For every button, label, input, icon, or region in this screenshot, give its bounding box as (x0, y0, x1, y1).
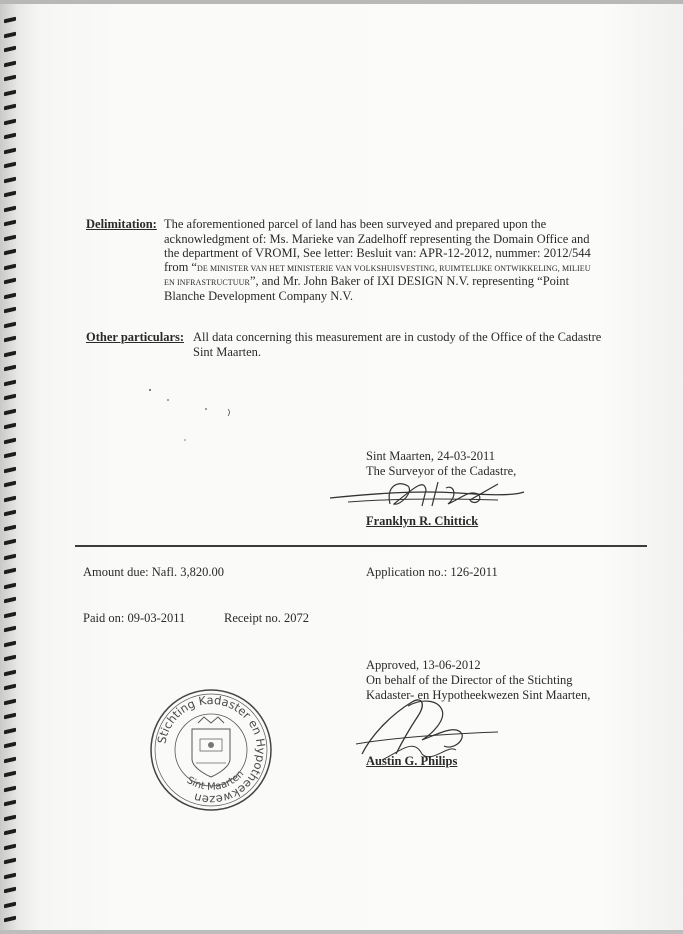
application-no: Application no.: 126-2011 (366, 565, 498, 579)
binding-hole (4, 292, 16, 299)
binding-hole (4, 742, 16, 749)
binding-hole (4, 17, 16, 24)
binding-hole (4, 611, 16, 618)
binding-hole (4, 640, 16, 647)
binding-hole (4, 307, 16, 314)
other-line-2: Sint Maarten. (193, 344, 262, 359)
surveyor-signature (328, 476, 528, 516)
official-stamp (148, 687, 274, 813)
binding-hole (4, 582, 16, 589)
binding-hole (4, 191, 16, 198)
binding-hole (4, 698, 16, 705)
binding-hole (4, 597, 16, 604)
binding-hole (4, 104, 16, 111)
receipt-no: Receipt no. 2072 (224, 611, 310, 625)
delimitation-label: Delimitation: (86, 217, 157, 231)
page-bottom-edge (0, 930, 683, 934)
approval-on-behalf: On behalf of the Director of the Stichting (366, 673, 573, 687)
binding-hole (4, 379, 16, 386)
binding-hole (4, 133, 16, 140)
binding-hole (4, 814, 16, 821)
binding-hole (4, 466, 16, 473)
binding-hole (4, 727, 16, 734)
binding-hole (4, 31, 16, 38)
approval-organization: Kadaster- en Hypotheekwezen Sint Maarten, (366, 688, 591, 702)
binding-hole (4, 655, 16, 662)
binding-hole (4, 60, 16, 67)
scan-specks (140, 384, 250, 444)
binding-hole (4, 510, 16, 517)
binding-hole (4, 843, 16, 850)
delimitation-text (164, 217, 644, 261)
svg-text:Sint Maarten: Sint Maarten (184, 768, 247, 793)
binding-hole (4, 162, 16, 169)
binding-hole (4, 539, 16, 546)
binding-hole (4, 350, 16, 357)
delimitation-line-1: The aforementioned parcel of land has been surveyed and prepared upon the (164, 217, 547, 231)
surveyor-title: The Surveyor of the Cadastre, (366, 464, 517, 478)
binding-hole (4, 872, 16, 879)
binding-hole (4, 394, 16, 401)
approval-date: Approved, 13-06-2012 (366, 658, 481, 672)
line5-rest: ”, and Mr. John Baker of IXI DESIGN N.V. representing “Point (249, 274, 570, 288)
binding-hole (4, 336, 16, 343)
binding-hole (4, 887, 16, 894)
binding-hole (4, 771, 16, 778)
binding-hole (4, 756, 16, 763)
director-name: Austin G. Philips (366, 754, 458, 768)
binding-hole (4, 75, 16, 82)
binding-hole (4, 423, 16, 430)
surveyor-place-date: Sint Maarten, 24-03-2011 (366, 449, 496, 463)
other-line-1: All data concerning this measurement are in custody of the Office of the Cadastre (193, 330, 602, 344)
binding-hole (4, 89, 16, 96)
binding-hole (4, 901, 16, 908)
binding-hole (4, 249, 16, 256)
delimitation-line-3: the department of VROMI, See letter: Besluit van: APR-12-2012, nummer: 2012/544 (164, 246, 591, 260)
document-page (0, 4, 683, 930)
binding-hole (4, 916, 16, 923)
binding-hole (4, 220, 16, 227)
binding-hole (4, 669, 16, 676)
binding-hole (4, 46, 16, 53)
binding-hole (4, 147, 16, 154)
binding-hole (4, 437, 16, 444)
other-particulars-text (193, 330, 653, 359)
binding-hole (4, 829, 16, 836)
surveyor-name: Franklyn R. Chittick (366, 514, 479, 528)
delimitation-line-6: Blanche Development Company N.V. (164, 289, 353, 303)
binding-hole (4, 321, 16, 328)
binding-hole (4, 205, 16, 212)
binding-hole (4, 263, 16, 270)
binding-hole (4, 452, 16, 459)
section-divider (75, 545, 647, 547)
binding-hole (4, 568, 16, 575)
binding-hole (4, 524, 16, 531)
binding-hole (4, 785, 16, 792)
binding-hole (4, 481, 16, 488)
binding-hole (4, 176, 16, 183)
binding-hole (4, 495, 16, 502)
binding-hole (4, 626, 16, 633)
binding-hole (4, 800, 16, 807)
infrastructuur-smallcaps: EN INFRASTRUCTUUR (164, 278, 250, 287)
amount-due: Amount due: Nafl. 3,820.00 (83, 565, 224, 579)
delimitation-line-2: acknowledgment of: Ms. Marieke van Zadelhoff representing the Domain Office and (164, 231, 590, 246)
paid-on: Paid on: 09-03-2011 (83, 611, 186, 625)
binding-hole (4, 553, 16, 560)
minister-smallcaps: DE MINISTER VAN HET MINISTERIE VAN VOLKSHUISVESTING, RUIMTELIJKE ONTWIKKELING, MILIEU (196, 264, 591, 273)
binding-hole (4, 118, 16, 125)
binding-hole (4, 408, 16, 415)
binding-hole (4, 713, 16, 720)
spiral-binding (0, 4, 30, 930)
other-particulars-label: Other particulars: (86, 330, 185, 344)
binding-hole (4, 365, 16, 372)
binding-hole (4, 858, 16, 865)
line4-prefix: from “ (164, 260, 197, 274)
binding-hole (4, 278, 16, 285)
binding-hole (4, 234, 16, 241)
svg-text:Stichting Kadaster en Hypothee: Stichting Kadaster en Hypotheekwezen (154, 692, 269, 808)
binding-hole (4, 684, 16, 691)
